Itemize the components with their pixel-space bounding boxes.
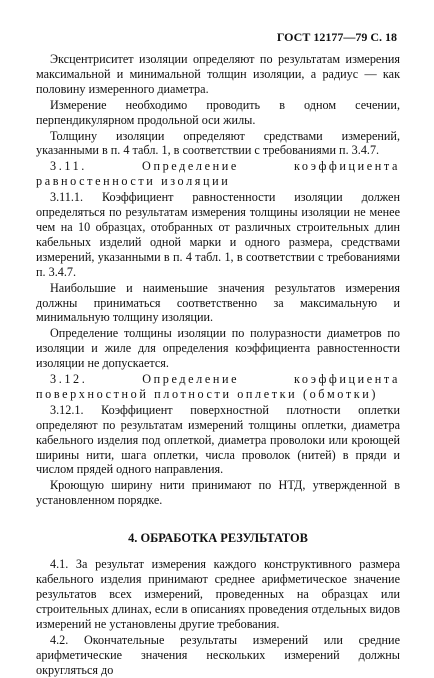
document-body (36, 52, 400, 678)
paragraph-4-1: 4.1. За результат измерения каждого конструктивного размера кабельного изделия принимают среднее арифметическое значение результатов всех измерений, проведенных на образцах или строительных длинах, если в описаниях проведения отдельных видов измерений не установлены другие требования. (36, 557, 400, 631)
page-header: ГОСТ 12177—79 С. 18 (276, 30, 397, 44)
paragraph-max-min-values: Наибольшие и наименьшие значения результатов измерения должны приниматься соответственно за максимальную и минимальную толщину изоляции. (36, 280, 400, 325)
paragraph-3-12-1: 3.12.1. Коэффициент поверхностной плотности оплетки определяют по результатам измерений толщины оплетки, диаметра кабельного изделия под оплеткой, диаметра проволоки или кроющей ширины нити, шага оплетки, числа проволок (нитей) в пряди и числом прядей одного направления. (36, 402, 400, 477)
paragraph-thickness-tools: Толщину изоляции определяют средствами измерений, указанными в п. 4 табл. 1, в соответствии с требованиями п. 3.4.7. (36, 128, 400, 158)
subsection-heading-3-12: 3.12. Определение коэффициента поверхностной плотности оплетки (обмотки) (36, 372, 400, 401)
paragraph-eccentricity: Эксцентриситет изоляции определяют по результатам измерения максимальной и минимальной толщин изоляции, а радиус — как половину измеренного диаметра. (36, 52, 400, 96)
paragraph-thread-width: Кроющую ширину нити принимают по НТД, утвержденной в установленном порядке. (36, 478, 400, 508)
subsection-heading-3-11: 3.11. Определение коэффициента равностенности изоляции (36, 159, 400, 189)
section-title-4: 4. ОБРАБОТКА РЕЗУЛЬТАТОВ (128, 531, 308, 546)
paragraph-half-difference: Определение толщины изоляции по полуразности диаметров по изоляции и жиле для определения коэффициента равностенности изоляции не допускается. (36, 326, 400, 371)
paragraph-measurement-section: Измерение необходимо проводить в одном сечении, перпендикулярном продольной оси жилы. (36, 97, 400, 127)
paragraph-3-11-1: 3.11.1. Коэффициент равностенности изоляции должен определяться по результатам измерения толщины изоляции не менее чем на 10 образцах, отобранных от различных строительных длин кабельных изделий одной марки и одного размера, средствами измерений, указанными в п. 4 табл. 1, в соответствии с требованиями п. 3.4.7. (36, 190, 400, 279)
paragraph-4-2: 4.2. Окончательные результаты измерений или средние арифметические значения нескольких измерений должны округляться до (36, 632, 400, 677)
